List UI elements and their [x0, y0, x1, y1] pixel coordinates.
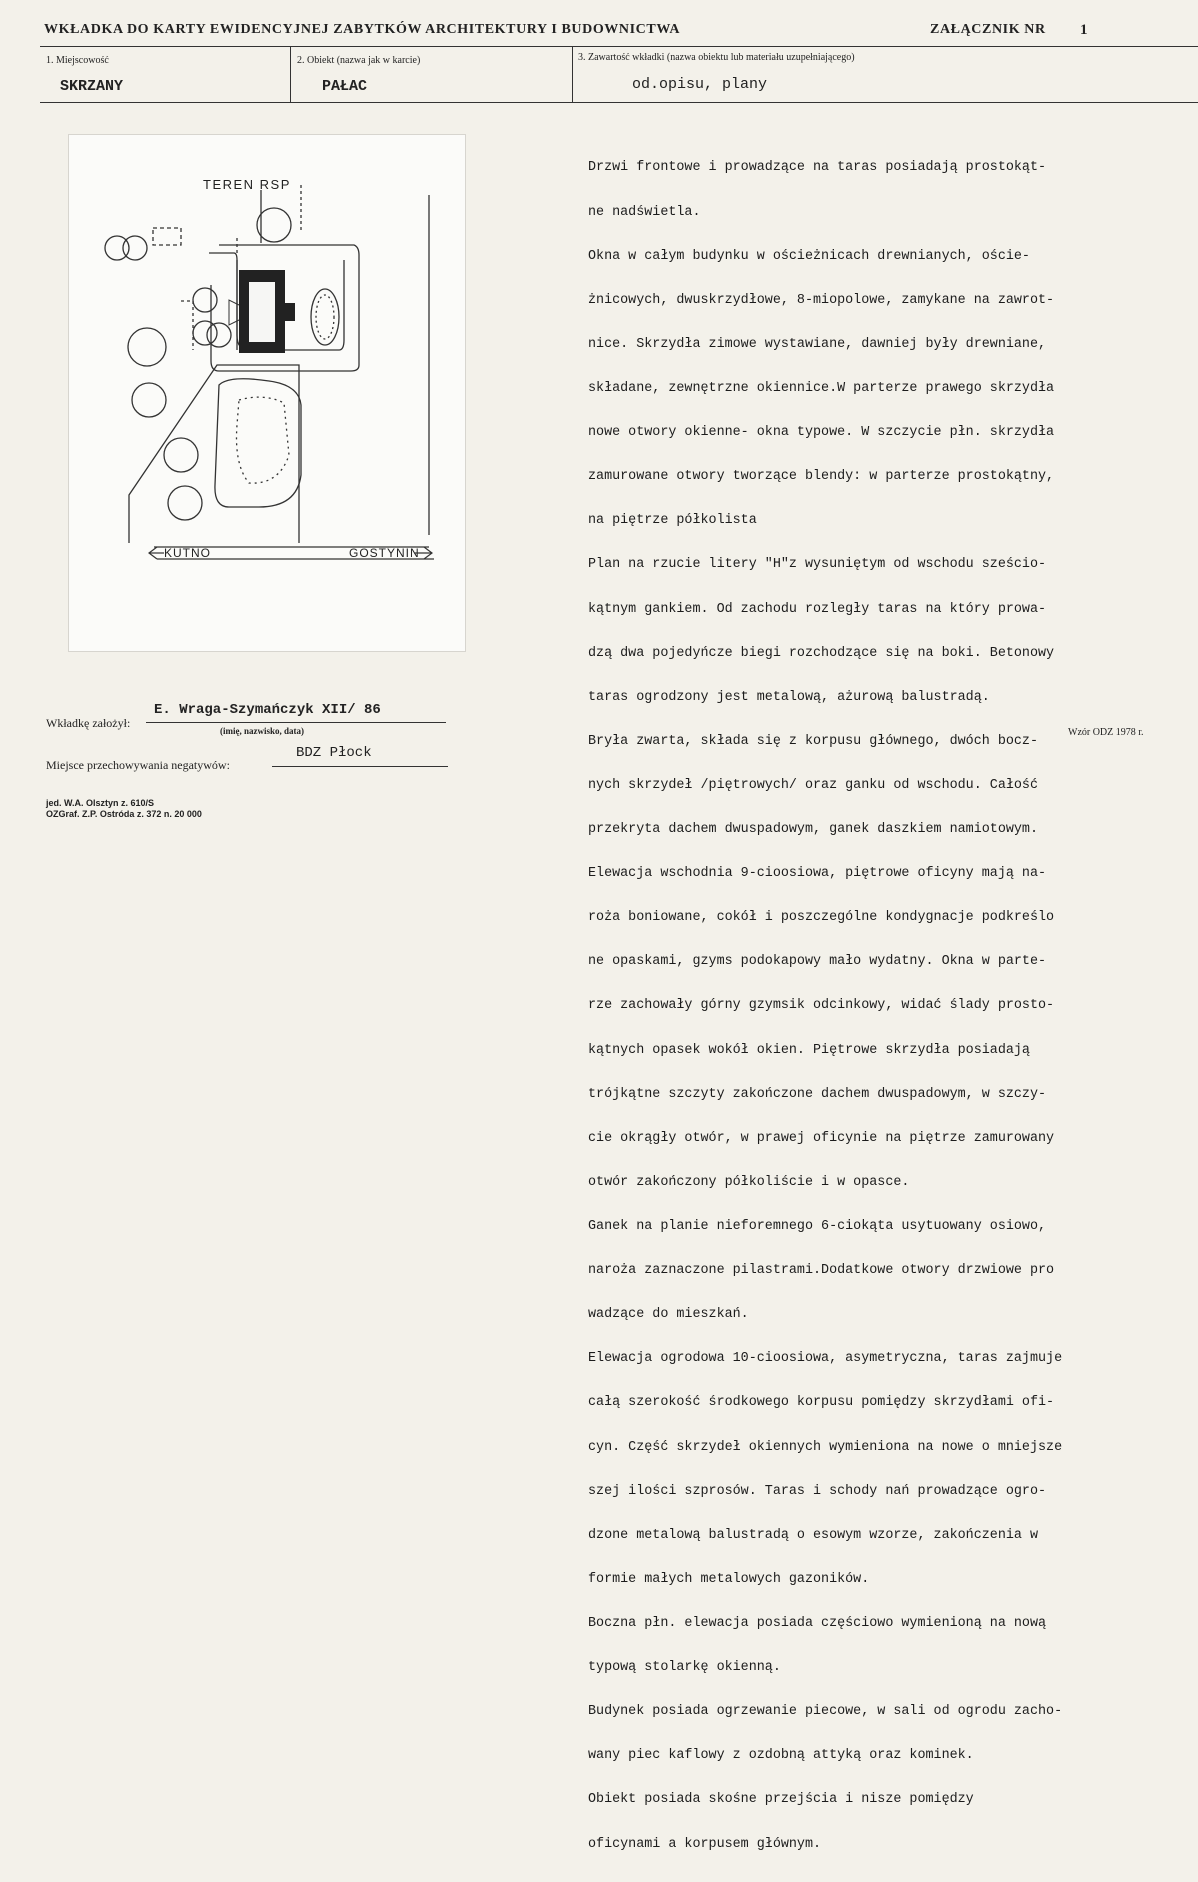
rsp-building-outline: [153, 228, 181, 245]
locality-value: SKRZANY: [60, 78, 124, 95]
description-line: nych skrzydeł /piętrowych/ oraz ganku od wschodu. Całość: [588, 777, 1038, 793]
founded-value: E. Wraga-Szymańczyk XII/ 86: [154, 702, 381, 718]
description-line: roża boniowane, cokół i poszczególne kondygnacje podkreślo: [588, 910, 1055, 926]
dashed-wall: [181, 301, 193, 350]
description-line: Elewacja ogrodowa 10-cioosiowa, asymetryczna, taras zajmuje: [588, 1351, 1063, 1367]
negatives-underline: [272, 766, 448, 767]
object-value: PAŁAC: [322, 78, 368, 95]
tree: [128, 328, 166, 366]
founded-hint: (imię, nazwisko, data): [220, 726, 304, 736]
description-line: cie okrągły otwór, w prawej oficynie na piętrze zamurowany: [588, 1130, 1055, 1146]
description-line: Budynek posiada ogrzewanie piecowe, w sali od ogrodu zacho-: [588, 1704, 1063, 1720]
locality-label: 1. Miejscowość: [46, 55, 109, 66]
road-outline: [129, 365, 299, 543]
label-kutno: KUTNO: [164, 546, 211, 560]
description-line: wany piec kaflowy z ozdobną attyką oraz kominek.: [588, 1748, 974, 1764]
oval-flowerbed-inner: [316, 295, 334, 339]
description-line: formie małych metalowych gazoników.: [588, 1571, 870, 1587]
description-line: zamurowane otwory tworzące blendy: w parterze prostokątny,: [588, 469, 1055, 485]
description-line: dzone metalową balustradą o esowym wzorze, zakończenia w: [588, 1527, 1038, 1543]
description-line: Plan na rzucie litery "H"z wysuniętym od wschodu sześcio-: [588, 557, 1047, 573]
form-title: WKŁADKA DO KARTY EWIDENCYJNEJ ZABYTKÓW ARCHITEKTURY I BUDOWNICTWA: [44, 22, 681, 37]
form-model-note: Wzór ODZ 1978 r.: [1068, 727, 1144, 738]
field-divider-2: [572, 47, 573, 102]
site-plan: [68, 134, 466, 652]
description-line: kątnym gankiem. Od zachodu rozległy taras na który prowa-: [588, 601, 1047, 617]
description-line: naroża zaznaczone pilastrami.Dodatkowe otwory drzwiowe pro: [588, 1263, 1055, 1279]
description-line: Drzwi frontowe i prowadzące na taras posiadają prostokąt-: [588, 160, 1047, 176]
tree: [168, 486, 202, 520]
description-line: oficynami a korpusem głównym.: [588, 1836, 822, 1852]
negatives-value: BDZ Płock: [296, 745, 372, 761]
description-line: Elewacja wschodnia 9-cioosiowa, piętrowe oficyny mają na-: [588, 866, 1047, 882]
field-divider-1: [290, 47, 291, 102]
tree: [123, 236, 147, 260]
site-plan-drawing: [69, 135, 465, 651]
description-line: składane, zewnętrzne okiennice.W parterze prawego skrzydła: [588, 380, 1055, 396]
description-line: ne nadświetla.: [588, 204, 701, 220]
tree: [105, 236, 129, 260]
oval-flowerbed: [311, 289, 339, 345]
label-teren-rsp: TEREN RSP: [203, 177, 291, 192]
description-line: szej ilości szprosów. Taras i schody nań prowadzące ogro-: [588, 1483, 1047, 1499]
description-line: Boczna płn. elewacja posiada częściowo wymienioną na nową: [588, 1616, 1047, 1632]
description-line: Okna w całym budynku w ościeżnicach drewnianych, oście-: [588, 248, 1030, 264]
description-line: kątnych opasek wokół okien. Piętrowe skrzydła posiadają: [588, 1042, 1030, 1058]
description-line: rze zachowały górny gzymsik odcinkowy, widać ślady prosto-: [588, 998, 1055, 1014]
garden-lawn: [215, 379, 301, 507]
label-gostynin: GOSTYNIN: [349, 546, 420, 560]
description-line: typową stolarkę okienną.: [588, 1660, 781, 1676]
description-line: cyn. Część skrzydeł okiennych wymieniona na nowe o mniejsze: [588, 1439, 1063, 1455]
header-rule: [40, 46, 1198, 47]
description-line: wadzące do mieszkań.: [588, 1307, 749, 1323]
description-line: na piętrze półkolista: [588, 513, 757, 529]
founded-label: Wkładkę założył:: [46, 716, 131, 730]
description-line: dzą dwa pojedyńcze biegi rozchodzące się na boki. Betonowy: [588, 645, 1055, 661]
founded-underline: [146, 722, 446, 723]
description-line: całą szerokość środkowego korpusu pomiędzy skrzydłami ofi-: [588, 1395, 1055, 1411]
negatives-label: Miejsce przechowywania negatywów:: [46, 758, 230, 772]
description-line: Ganek na planie nieforemnego 6-ciokąta usytuowany osiowo,: [588, 1219, 1047, 1235]
content-label: 3. Zawartość wkładki (nazwa obiektu lub materiału uzupełniającego): [578, 52, 855, 63]
description-line: trójkątne szczyty zakończone dachem dwuspadowym, w szczy-: [588, 1086, 1047, 1102]
description-line: Obiekt posiada skośne przejścia i nisze pomiędzy: [588, 1792, 974, 1808]
annex-label: ZAŁĄCZNIK NR: [930, 22, 1046, 37]
fields-bottom-rule: [40, 102, 1198, 103]
tree: [193, 288, 217, 312]
object-label: 2. Obiekt (nazwa jak w karcie): [297, 55, 421, 66]
tree: [132, 383, 166, 417]
description-text: [588, 132, 1188, 1882]
print-info-1: jed. W.A. Olsztyn z. 610/S: [46, 798, 155, 808]
description-line: przekryta dachem dwuspadowym, ganek daszkiem namiotowym.: [588, 822, 1038, 838]
description-line: żnicowych, dwuskrzydłowe, 8-miopolowe, zamykane na zawrot-: [588, 292, 1055, 308]
tree: [257, 208, 291, 242]
description-line: taras ogrodzony jest metalową, ażurową balustradą.: [588, 689, 990, 705]
description-line: Bryła zwarta, składa się z korpusu głównego, dwóch bocz-: [588, 733, 1038, 749]
description-line: nice. Skrzydła zimowe wystawiane, dawniej były drewniane,: [588, 336, 1047, 352]
description-line: nowe otwory okienne- okna typowe. W szczycie płn. skrzydła: [588, 425, 1055, 441]
description-line: ne opaskami, gzyms podokapowy mało wydatny. Okna w parte-: [588, 954, 1047, 970]
description-line: otwór zakończony półkoliście i w opasce.: [588, 1174, 910, 1190]
print-info-2: OZGraf. Z.P. Ostróda z. 372 n. 20 000: [46, 809, 202, 819]
annex-number: 1: [1080, 22, 1088, 38]
palace-h-plan: [239, 270, 295, 353]
garden-dotted-area: [237, 397, 290, 483]
content-value: od.opisu, plany: [632, 76, 768, 93]
tree: [164, 438, 198, 472]
